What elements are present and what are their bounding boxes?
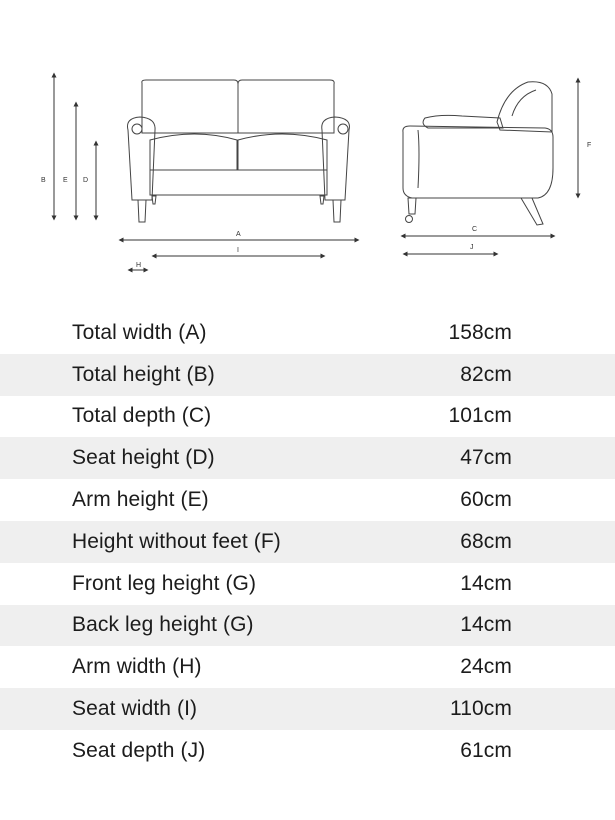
spec-label: Height without feet (F): [72, 529, 281, 553]
sofa-dimension-diagram: [0, 0, 615, 290]
label-b: B: [41, 177, 46, 184]
label-i: I: [237, 247, 239, 254]
spec-value: 14cm: [460, 571, 512, 595]
sofa-front-view: [128, 80, 350, 222]
spec-value: 61cm: [460, 738, 512, 762]
spec-value: 158cm: [448, 320, 512, 344]
spec-value: 60cm: [460, 488, 512, 512]
spec-label: Arm height (E): [72, 488, 209, 512]
spec-row-arm-height: [0, 479, 615, 521]
spec-label: Arm width (H): [72, 655, 202, 679]
spec-value: 14cm: [460, 613, 512, 637]
spec-row-seat-height: [0, 437, 615, 479]
spec-label: Seat height (D): [72, 446, 215, 470]
spec-value: 47cm: [460, 446, 512, 470]
label-f: F: [587, 142, 592, 149]
spec-value: 101cm: [448, 404, 512, 428]
label-c: C: [472, 226, 478, 233]
spec-row-seat-width: [0, 688, 615, 730]
spec-row-back-leg-height: [0, 605, 615, 647]
spec-row-front-leg-height: [0, 563, 615, 605]
spec-label: Back leg height (G): [72, 613, 254, 637]
spec-value: 24cm: [460, 655, 512, 679]
spec-row-total-height: [0, 354, 615, 396]
spec-value: 68cm: [460, 529, 512, 553]
dimension-labels: [41, 142, 591, 269]
spec-label: Total depth (C): [72, 404, 212, 428]
label-e: E: [63, 177, 68, 184]
spec-row-height-without-feet: [0, 521, 615, 563]
spec-row-arm-width: [0, 646, 615, 688]
label-h: H: [136, 262, 142, 269]
spec-row-total-depth: [0, 396, 615, 438]
label-a: A: [236, 231, 241, 238]
spec-row-total-width: [0, 312, 615, 354]
dimensions-table: [0, 312, 615, 772]
spec-label: Seat width (I): [72, 697, 198, 721]
sofa-side-view: [403, 82, 553, 225]
label-d: D: [83, 177, 89, 184]
spec-row-seat-depth: [0, 730, 615, 772]
spec-value: 82cm: [460, 362, 512, 386]
spec-label: Total width (A): [72, 320, 207, 344]
label-j: J: [470, 244, 474, 251]
spec-label: Total height (B): [72, 362, 215, 386]
dimension-lines: [54, 75, 578, 270]
spec-label: Seat depth (J): [72, 738, 206, 762]
spec-label: Front leg height (G): [72, 571, 257, 595]
spec-value: 110cm: [450, 697, 512, 721]
